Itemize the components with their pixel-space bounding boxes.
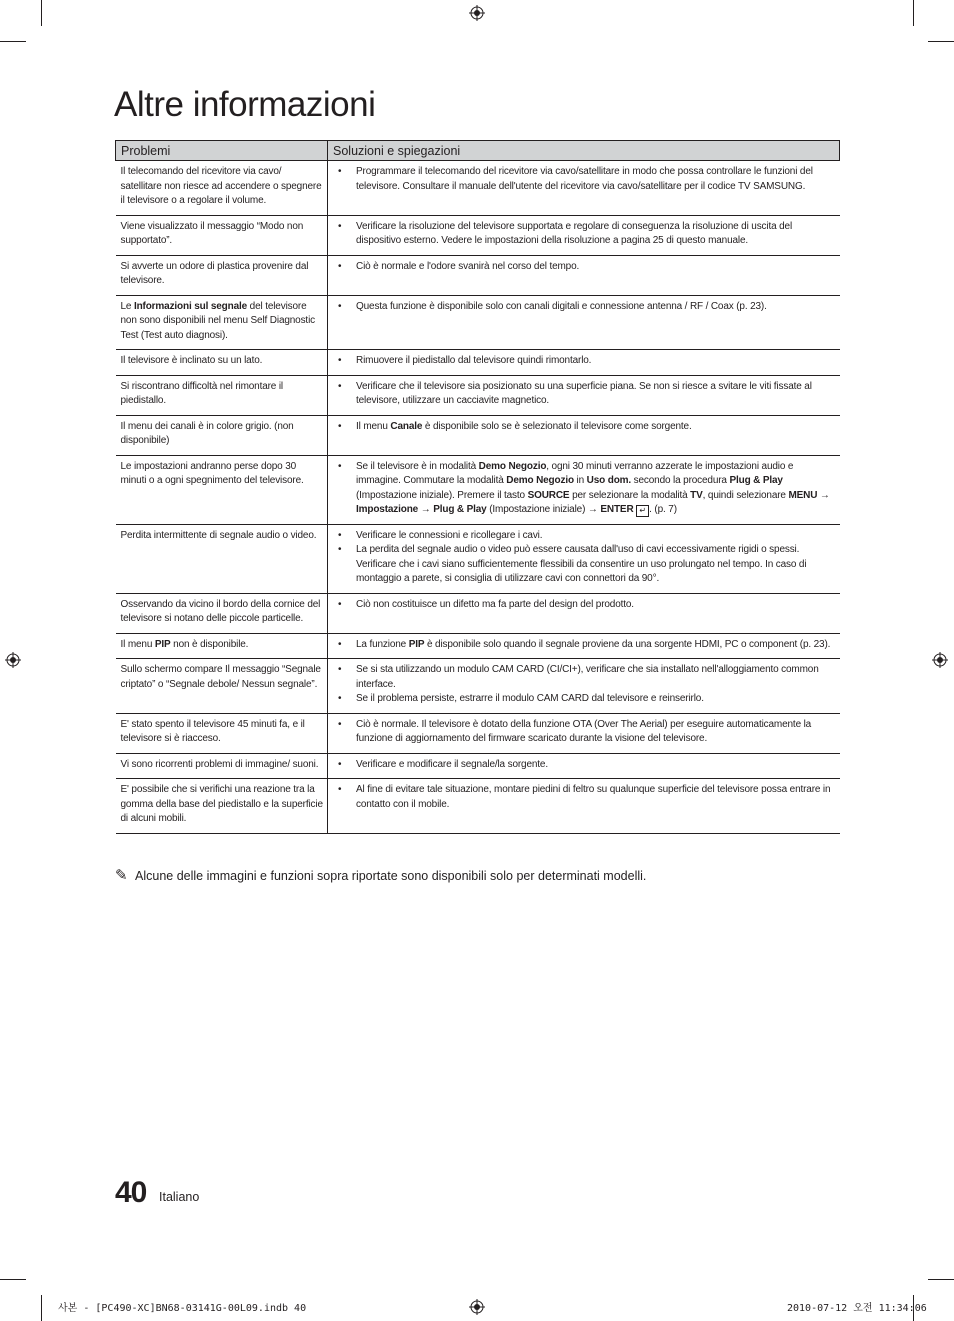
solution-cell xyxy=(328,659,840,714)
table-row xyxy=(116,215,840,255)
text-segment: Si riscontrano difficoltà nel rimontare il piedistallo. xyxy=(120,380,283,406)
bold-term: Plug & Play xyxy=(729,475,783,486)
text-segment: Verificare che il televisore sia posizionato su una superficie piana. Se non si riesce a svitare le viti fissate al televisore, utilizzare un cacciavite magnetico. xyxy=(356,380,812,406)
solution-cell xyxy=(328,375,840,415)
table-row xyxy=(116,161,840,216)
table-row xyxy=(116,713,840,753)
text-segment: Si avverte un odore di plastica provenire dal televisore. xyxy=(120,260,309,286)
solution-list xyxy=(334,300,836,315)
solution-list xyxy=(334,598,836,613)
solution-item xyxy=(334,260,836,275)
text-segment: Viene visualizzato il messaggio “Modo non supportato”. xyxy=(120,220,304,246)
solution-item xyxy=(334,718,836,747)
crop-mark xyxy=(41,1295,42,1321)
table-row xyxy=(116,753,840,779)
crop-mark xyxy=(0,41,26,42)
bold-term: Canale xyxy=(390,420,423,432)
registration-mark-icon xyxy=(469,1299,485,1315)
pencil-note-icon: ✎ xyxy=(115,867,128,884)
crop-mark xyxy=(41,0,42,26)
text-segment: Il menu xyxy=(356,420,391,432)
solution-cell xyxy=(328,350,840,376)
solution-list xyxy=(334,718,836,747)
bold-term: Plug & Play xyxy=(433,504,487,515)
note-text: Alcune delle immagini e funzioni sopra riportate sono disponibili solo per determinati modelli. xyxy=(135,869,647,883)
bold-term: Demo Negozio xyxy=(506,475,574,486)
crop-mark xyxy=(0,1279,26,1280)
text-segment: Il menu xyxy=(120,638,155,650)
solution-item xyxy=(334,692,836,707)
bold-term: Uso dom. xyxy=(586,475,632,486)
text-segment: La funzione xyxy=(356,638,409,650)
table-row xyxy=(116,350,840,376)
bold-term: SOURCE xyxy=(527,489,570,501)
solution-list xyxy=(334,783,836,812)
text-segment: Osservando da vicino il bordo della cornice del televisore si notano delle piccole particelle. xyxy=(120,598,321,624)
table-header-row xyxy=(116,141,840,161)
text-segment: non è disponibile. xyxy=(170,638,249,650)
solution-item xyxy=(334,420,836,435)
text-segment: (Impostazione iniziale). Premere il tasto xyxy=(356,489,528,501)
text-segment: , quindi selezionare xyxy=(702,489,789,501)
text-segment: → xyxy=(817,489,830,501)
solution-cell xyxy=(328,255,840,295)
solution-list xyxy=(334,758,836,773)
problem-cell xyxy=(116,753,328,779)
print-slug-datetime: 2010-07-12 오전 11:34:06 xyxy=(787,1303,927,1314)
text-segment: , ogni 30 minuti verranno azzerate le impostazioni audio e immagine. Commutare la modalità xyxy=(356,460,794,486)
table-row xyxy=(116,375,840,415)
problem-cell xyxy=(116,415,328,455)
page-language: Italiano xyxy=(159,1190,200,1204)
text-segment: → xyxy=(418,504,434,515)
problem-cell xyxy=(116,455,328,524)
text-segment: Verificare la risoluzione del televisore supportata e regolare di conseguenza la risoluzione di uscita del dispositivo esterno. Vedere le impostazioni della risoluzione a pagina 25 di questo manuale. xyxy=(356,220,793,246)
solution-list xyxy=(334,354,836,369)
table-row xyxy=(116,295,840,350)
problem-cell xyxy=(116,350,328,376)
table-row xyxy=(116,779,840,834)
solution-item xyxy=(334,220,836,249)
problem-cell xyxy=(116,524,328,593)
problem-cell xyxy=(116,295,328,350)
crop-mark xyxy=(928,1279,954,1280)
solution-list xyxy=(334,380,836,409)
solution-item xyxy=(334,663,836,692)
solution-cell xyxy=(328,295,840,350)
table-row xyxy=(116,633,840,659)
text-segment: E' possibile che si verifichi una reazione tra la gomma della base del piedistallo e la superficie di alcuni mobili. xyxy=(120,784,323,824)
table-row xyxy=(116,455,840,524)
text-segment: Ciò è normale e l'odore svanirà nel corso del tempo. xyxy=(356,260,580,272)
column-header-solutions: Soluzioni e spiegazioni xyxy=(328,141,840,161)
page-title: Altre informazioni xyxy=(114,85,376,124)
registration-mark-icon xyxy=(5,652,21,668)
problem-cell xyxy=(116,713,328,753)
bold-term: PIP xyxy=(154,638,171,650)
solution-item xyxy=(334,354,836,369)
problem-cell xyxy=(116,633,328,659)
registration-mark-icon xyxy=(932,652,948,668)
text-segment: Vi sono ricorrenti problemi di immagine/ suoni. xyxy=(120,758,319,770)
text-segment: Al fine di evitare tale situazione, montare piedini di feltro su qualunque superficie del televisore possa entrare in contatto con il mobile. xyxy=(356,784,831,810)
text-segment: Le impostazioni andranno perse dopo 30 minuti o a ogni spegnimento del televisore. xyxy=(120,460,304,486)
table-row xyxy=(116,593,840,633)
column-header-problems: Problemi xyxy=(116,141,328,161)
text-segment: Il televisore è inclinato su un lato. xyxy=(120,355,263,366)
problem-cell xyxy=(116,375,328,415)
problem-cell xyxy=(116,593,328,633)
text-segment: Il telecomando del ricevitore via cavo/ satellitare non riesce ad accendere o spegnere il televisore o a regolare il volume. xyxy=(120,166,322,206)
solution-list xyxy=(334,260,836,275)
text-segment: Perdita intermittente di segnale audio o video. xyxy=(120,529,317,541)
table-row xyxy=(116,659,840,714)
table-row xyxy=(116,255,840,295)
page-number: 40 xyxy=(115,1176,147,1209)
solution-cell xyxy=(328,753,840,779)
text-segment: Il menu dei canali è in colore grigio. (non disponibile) xyxy=(120,420,294,446)
text-segment: Rimuovere il piedistallo dal televisore quindi rimontarlo. xyxy=(356,355,592,366)
text-segment: per selezionare la modalità xyxy=(569,489,691,501)
print-slug-file: 사본 - [PC490-XC]BN68-03141G-00L09.indb 40 xyxy=(58,1303,307,1314)
text-segment: Se il problema persiste, estrarre il modulo CAM CARD dal televisore e reinserirlo. xyxy=(356,693,704,704)
solution-item xyxy=(334,783,836,812)
solution-cell xyxy=(328,593,840,633)
text-segment: Programmare il telecomando del ricevitore via cavo/satellitare in modo che possa controllare le funzioni del televisore. Consultare il manuale dell'utente del ricevitore via cavo/satellitare per il codice TV SAMSUNG. xyxy=(356,166,813,192)
bold-term: Demo Negozio xyxy=(478,460,547,472)
text-segment: Verificare le connessioni e ricollegare i cavi. xyxy=(356,529,543,541)
solution-item xyxy=(334,380,836,409)
solution-item xyxy=(334,529,836,544)
solution-item xyxy=(334,300,836,315)
solution-item xyxy=(334,460,836,518)
bold-term: TV xyxy=(690,489,703,501)
text-segment: . (p. 7) xyxy=(649,504,677,515)
text-segment: Questa funzione è disponibile solo con canali digitali e connessione antenna / RF / Coax (p. 23). xyxy=(356,300,767,312)
solution-list xyxy=(334,220,836,249)
solution-cell xyxy=(328,713,840,753)
bold-term: PIP xyxy=(408,638,425,650)
solution-list xyxy=(334,638,836,653)
table-row xyxy=(116,524,840,593)
crop-mark xyxy=(928,41,954,42)
text-segment: Se si sta utilizzando un modulo CAM CARD (CI/CI+), verificare che sia installato nell'alloggiamento common interface. xyxy=(356,664,819,690)
troubleshooting-table xyxy=(115,140,840,834)
solution-list xyxy=(334,663,836,707)
solution-cell xyxy=(328,633,840,659)
problem-cell xyxy=(116,161,328,216)
solution-item xyxy=(334,758,836,773)
solution-cell xyxy=(328,161,840,216)
problem-cell xyxy=(116,255,328,295)
solution-item xyxy=(334,598,836,613)
text-segment: Se il televisore è in modalità xyxy=(356,460,479,472)
solution-item xyxy=(334,165,836,194)
text-segment: Sullo schermo compare Il messaggio “Segnale criptato” o “Segnale debole/ Nessun segnale”. xyxy=(120,664,321,690)
enter-icon: ↵ xyxy=(636,505,649,517)
problem-cell xyxy=(116,779,328,834)
solution-cell xyxy=(328,415,840,455)
text-segment: secondo la procedura xyxy=(631,475,730,486)
text-segment: La perdita del segnale audio o video può essere causata dall'uso di cavi eccessivamente rigidi o spessi. Verificare che i cavi siano sufficientemente flessibili da consentire un uso prolungato nel tempo. In caso di montaggio a parete, si consiglia di utilizzare cavi con connettori da 90°. xyxy=(356,544,807,584)
bold-term: MENU xyxy=(788,489,818,501)
text-segment: Ciò non costituisce un difetto ma fa parte del design del prodotto. xyxy=(356,598,634,610)
solution-list xyxy=(334,165,836,194)
problem-cell xyxy=(116,659,328,714)
solution-list xyxy=(334,460,836,518)
registration-mark-icon xyxy=(469,5,485,21)
text-segment: è disponibile solo se è selezionato il televisore come sorgente. xyxy=(422,420,692,432)
text-segment: in xyxy=(573,475,587,486)
text-segment: Ciò è normale. Il televisore è dotato della funzione OTA (Over The Aerial) per eseguire automaticamente la funzione di aggiornamento del firmware scaricato durante la visione del televisore. xyxy=(356,718,812,744)
solution-cell xyxy=(328,779,840,834)
text-segment: del televisore non sono disponibili nel menu Self Diagnostic Test (Test auto diagnosi). xyxy=(120,300,315,341)
solution-cell xyxy=(328,215,840,255)
text-segment: è disponibile solo quando il segnale proviene da una sorgente HDMI, PC o component (p. 23). xyxy=(424,638,831,650)
solution-list xyxy=(334,420,836,435)
solution-cell xyxy=(328,524,840,593)
bold-term: Informazioni sul segnale xyxy=(133,300,248,312)
text-segment: Verificare e modificare il segnale/la sorgente. xyxy=(356,758,548,770)
note xyxy=(115,866,646,884)
text-segment: (Impostazione iniziale) → xyxy=(486,504,601,515)
text-segment: E' stato spento il televisore 45 minuti fa, e il televisore si è riacceso. xyxy=(120,718,305,744)
solution-cell xyxy=(328,455,840,524)
crop-mark xyxy=(913,0,914,26)
table-body xyxy=(116,161,840,834)
solution-item xyxy=(334,543,836,587)
text-segment: Le xyxy=(120,300,134,312)
solution-item xyxy=(334,638,836,653)
bold-term: ENTER xyxy=(600,504,634,515)
problem-cell xyxy=(116,215,328,255)
bold-term: Impostazione xyxy=(356,504,419,515)
table-row xyxy=(116,415,840,455)
solution-list xyxy=(334,529,836,587)
